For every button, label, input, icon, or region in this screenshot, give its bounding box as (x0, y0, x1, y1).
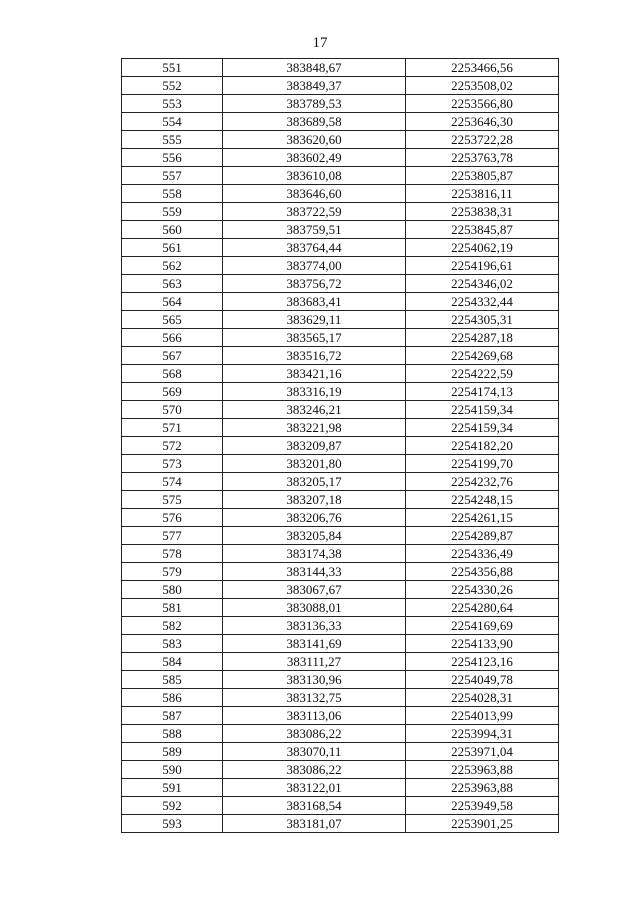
table-row (122, 527, 559, 545)
table-row (122, 815, 559, 833)
x-coordinate-cell: 383207,18 (223, 491, 406, 509)
y-coordinate-cell: 2254232,76 (406, 473, 559, 491)
table-row (122, 761, 559, 779)
y-coordinate-cell: 2254062,19 (406, 239, 559, 257)
table-row (122, 797, 559, 815)
point-number-cell: 587 (122, 707, 223, 725)
x-coordinate-cell: 383421,16 (223, 365, 406, 383)
point-number-cell: 566 (122, 329, 223, 347)
y-coordinate-cell: 2254028,31 (406, 689, 559, 707)
table-row (122, 95, 559, 113)
table-row (122, 743, 559, 761)
x-coordinate-cell: 383086,22 (223, 761, 406, 779)
table-row (122, 221, 559, 239)
y-coordinate-cell: 2253971,04 (406, 743, 559, 761)
point-number-cell: 567 (122, 347, 223, 365)
y-coordinate-cell: 2253508,02 (406, 77, 559, 95)
y-coordinate-cell: 2253805,87 (406, 167, 559, 185)
x-coordinate-cell: 383201,80 (223, 455, 406, 473)
point-number-cell: 584 (122, 653, 223, 671)
table-row (122, 77, 559, 95)
x-coordinate-cell: 383689,58 (223, 113, 406, 131)
point-number-cell: 553 (122, 95, 223, 113)
y-coordinate-cell: 2254159,34 (406, 419, 559, 437)
y-coordinate-cell: 2254159,34 (406, 401, 559, 419)
point-number-cell: 575 (122, 491, 223, 509)
table-row (122, 383, 559, 401)
x-coordinate-cell: 383144,33 (223, 563, 406, 581)
point-number-cell: 580 (122, 581, 223, 599)
x-coordinate-cell: 383168,54 (223, 797, 406, 815)
point-number-cell: 554 (122, 113, 223, 131)
y-coordinate-cell: 2254222,59 (406, 365, 559, 383)
x-coordinate-cell: 383067,67 (223, 581, 406, 599)
y-coordinate-cell: 2254346,02 (406, 275, 559, 293)
point-number-cell: 573 (122, 455, 223, 473)
x-coordinate-cell: 383246,21 (223, 401, 406, 419)
point-number-cell: 568 (122, 365, 223, 383)
page-number: 17 (312, 35, 328, 51)
y-coordinate-cell: 2254330,26 (406, 581, 559, 599)
x-coordinate-cell: 383722,59 (223, 203, 406, 221)
point-number-cell: 551 (122, 59, 223, 77)
table-row (122, 239, 559, 257)
x-coordinate-cell: 383602,49 (223, 149, 406, 167)
y-coordinate-cell: 2254182,20 (406, 437, 559, 455)
table-row (122, 473, 559, 491)
x-coordinate-cell: 383209,87 (223, 437, 406, 455)
y-coordinate-cell: 2254336,49 (406, 545, 559, 563)
x-coordinate-cell: 383683,41 (223, 293, 406, 311)
point-number-cell: 560 (122, 221, 223, 239)
y-coordinate-cell: 2253994,31 (406, 725, 559, 743)
table-row (122, 617, 559, 635)
x-coordinate-cell: 383756,72 (223, 275, 406, 293)
x-coordinate-cell: 383122,01 (223, 779, 406, 797)
point-number-cell: 564 (122, 293, 223, 311)
y-coordinate-cell: 2253949,58 (406, 797, 559, 815)
table-row (122, 581, 559, 599)
y-coordinate-cell: 2254305,31 (406, 311, 559, 329)
table-row (122, 725, 559, 743)
x-coordinate-cell: 383774,00 (223, 257, 406, 275)
table-row (122, 167, 559, 185)
point-number-cell: 555 (122, 131, 223, 149)
x-coordinate-cell: 383088,01 (223, 599, 406, 617)
table-row (122, 185, 559, 203)
x-coordinate-cell: 383759,51 (223, 221, 406, 239)
y-coordinate-cell: 2254169,69 (406, 617, 559, 635)
point-number-cell: 590 (122, 761, 223, 779)
y-coordinate-cell: 2253646,30 (406, 113, 559, 131)
table-row (122, 707, 559, 725)
point-number-cell: 563 (122, 275, 223, 293)
table-row (122, 365, 559, 383)
y-coordinate-cell: 2254248,15 (406, 491, 559, 509)
y-coordinate-cell: 2253963,88 (406, 761, 559, 779)
x-coordinate-cell: 383764,44 (223, 239, 406, 257)
point-number-cell: 558 (122, 185, 223, 203)
point-number-cell: 583 (122, 635, 223, 653)
y-coordinate-cell: 2254261,15 (406, 509, 559, 527)
y-coordinate-cell: 2253838,31 (406, 203, 559, 221)
coordinates-table (121, 58, 559, 833)
table-row (122, 455, 559, 473)
table-row (122, 689, 559, 707)
table-row (122, 671, 559, 689)
table-row (122, 293, 559, 311)
point-number-cell: 570 (122, 401, 223, 419)
table-row (122, 347, 559, 365)
table-row (122, 131, 559, 149)
y-coordinate-cell: 2253466,56 (406, 59, 559, 77)
table-row (122, 257, 559, 275)
point-number-cell: 579 (122, 563, 223, 581)
x-coordinate-cell: 383132,75 (223, 689, 406, 707)
point-number-cell: 576 (122, 509, 223, 527)
y-coordinate-cell: 2253816,11 (406, 185, 559, 203)
x-coordinate-cell: 383111,27 (223, 653, 406, 671)
table-row (122, 149, 559, 167)
table-row (122, 203, 559, 221)
x-coordinate-cell: 383141,69 (223, 635, 406, 653)
point-number-cell: 577 (122, 527, 223, 545)
x-coordinate-cell: 383181,07 (223, 815, 406, 833)
x-coordinate-cell: 383565,17 (223, 329, 406, 347)
point-number-cell: 571 (122, 419, 223, 437)
point-number-cell: 552 (122, 77, 223, 95)
point-number-cell: 591 (122, 779, 223, 797)
y-coordinate-cell: 2253763,78 (406, 149, 559, 167)
y-coordinate-cell: 2254280,64 (406, 599, 559, 617)
x-coordinate-cell: 383206,76 (223, 509, 406, 527)
coordinates-table-body (122, 59, 559, 833)
table-row (122, 311, 559, 329)
point-number-cell: 593 (122, 815, 223, 833)
point-number-cell: 592 (122, 797, 223, 815)
table-row (122, 491, 559, 509)
point-number-cell: 582 (122, 617, 223, 635)
point-number-cell: 562 (122, 257, 223, 275)
y-coordinate-cell: 2254332,44 (406, 293, 559, 311)
y-coordinate-cell: 2254199,70 (406, 455, 559, 473)
x-coordinate-cell: 383113,06 (223, 707, 406, 725)
table-row (122, 653, 559, 671)
table-row (122, 563, 559, 581)
table-row (122, 419, 559, 437)
x-coordinate-cell: 383221,98 (223, 419, 406, 437)
y-coordinate-cell: 2253722,28 (406, 131, 559, 149)
y-coordinate-cell: 2254133,90 (406, 635, 559, 653)
table-row (122, 437, 559, 455)
table-row (122, 599, 559, 617)
table-row (122, 635, 559, 653)
y-coordinate-cell: 2253901,25 (406, 815, 559, 833)
table-row (122, 329, 559, 347)
x-coordinate-cell: 383205,84 (223, 527, 406, 545)
point-number-cell: 578 (122, 545, 223, 563)
point-number-cell: 561 (122, 239, 223, 257)
y-coordinate-cell: 2254287,18 (406, 329, 559, 347)
table-row (122, 113, 559, 131)
point-number-cell: 557 (122, 167, 223, 185)
point-number-cell: 585 (122, 671, 223, 689)
y-coordinate-cell: 2253963,88 (406, 779, 559, 797)
x-coordinate-cell: 383174,38 (223, 545, 406, 563)
table-row (122, 401, 559, 419)
point-number-cell: 588 (122, 725, 223, 743)
x-coordinate-cell: 383136,33 (223, 617, 406, 635)
point-number-cell: 589 (122, 743, 223, 761)
x-coordinate-cell: 383789,53 (223, 95, 406, 113)
x-coordinate-cell: 383070,11 (223, 743, 406, 761)
table-row (122, 779, 559, 797)
x-coordinate-cell: 383130,96 (223, 671, 406, 689)
x-coordinate-cell: 383646,60 (223, 185, 406, 203)
y-coordinate-cell: 2254174,13 (406, 383, 559, 401)
point-number-cell: 556 (122, 149, 223, 167)
point-number-cell: 565 (122, 311, 223, 329)
point-number-cell: 586 (122, 689, 223, 707)
x-coordinate-cell: 383610,08 (223, 167, 406, 185)
x-coordinate-cell: 383086,22 (223, 725, 406, 743)
point-number-cell: 559 (122, 203, 223, 221)
y-coordinate-cell: 2254289,87 (406, 527, 559, 545)
table-row (122, 545, 559, 563)
x-coordinate-cell: 383316,19 (223, 383, 406, 401)
y-coordinate-cell: 2254269,68 (406, 347, 559, 365)
point-number-cell: 574 (122, 473, 223, 491)
x-coordinate-cell: 383848,67 (223, 59, 406, 77)
y-coordinate-cell: 2254013,99 (406, 707, 559, 725)
y-coordinate-cell: 2254356,88 (406, 563, 559, 581)
point-number-cell: 581 (122, 599, 223, 617)
x-coordinate-cell: 383620,60 (223, 131, 406, 149)
table-row (122, 509, 559, 527)
table-row (122, 275, 559, 293)
y-coordinate-cell: 2254123,16 (406, 653, 559, 671)
x-coordinate-cell: 383849,37 (223, 77, 406, 95)
table-row (122, 59, 559, 77)
y-coordinate-cell: 2254049,78 (406, 671, 559, 689)
point-number-cell: 569 (122, 383, 223, 401)
y-coordinate-cell: 2253845,87 (406, 221, 559, 239)
x-coordinate-cell: 383205,17 (223, 473, 406, 491)
x-coordinate-cell: 383629,11 (223, 311, 406, 329)
y-coordinate-cell: 2254196,61 (406, 257, 559, 275)
x-coordinate-cell: 383516,72 (223, 347, 406, 365)
point-number-cell: 572 (122, 437, 223, 455)
y-coordinate-cell: 2253566,80 (406, 95, 559, 113)
